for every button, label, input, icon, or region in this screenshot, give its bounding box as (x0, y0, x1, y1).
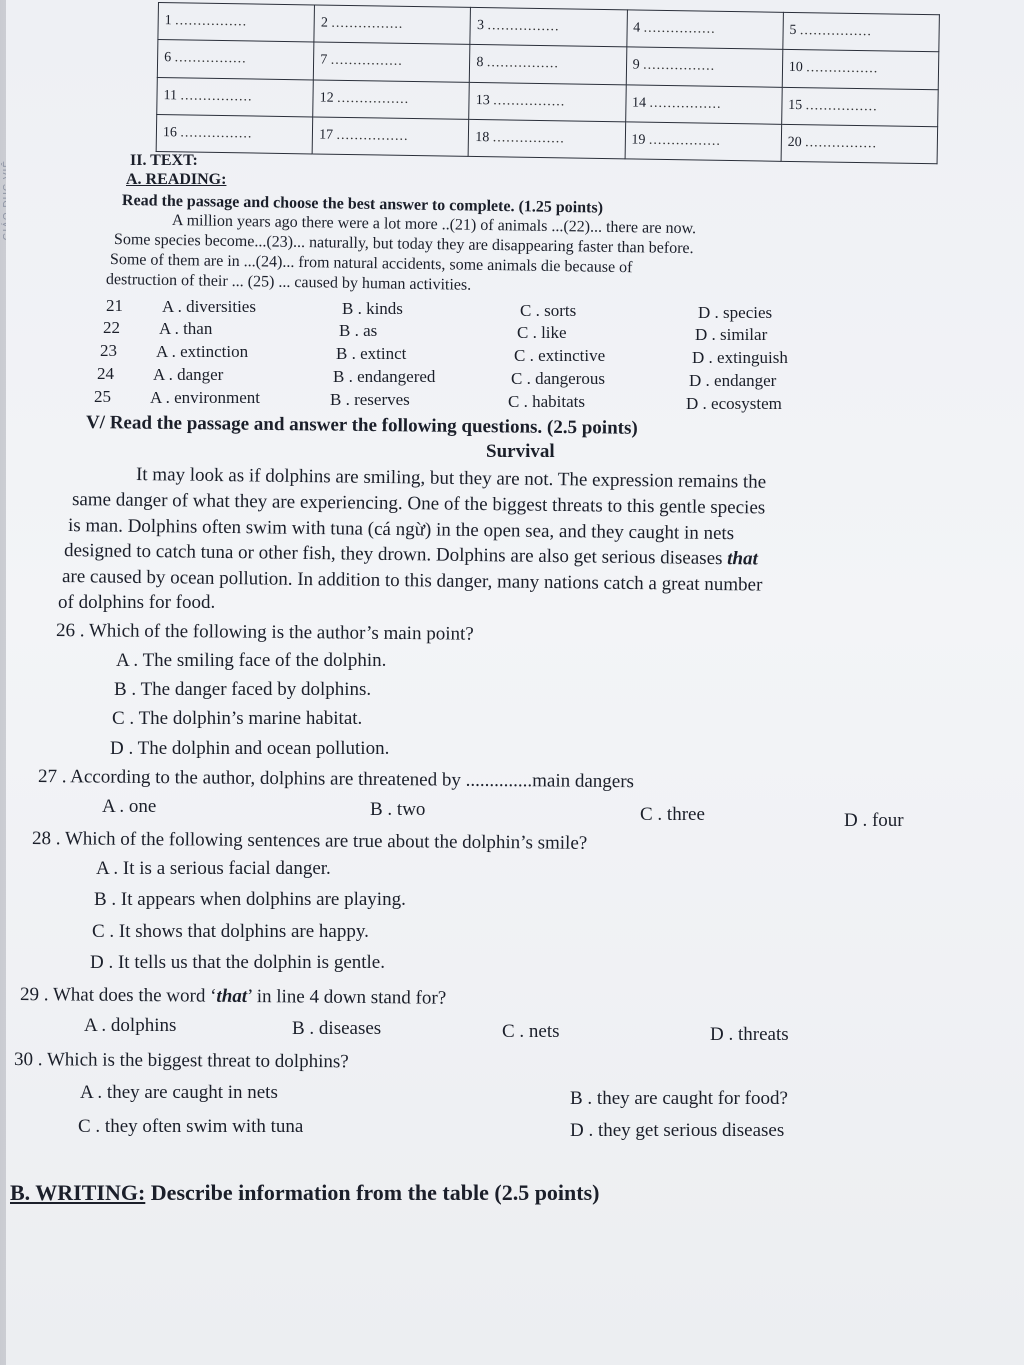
q28-option-a: A . It is a serious facial danger. (96, 858, 331, 879)
q30-option-c: C . they often swim with tuna (78, 1116, 304, 1137)
q28-option-c: C . It shows that dolphins are happy. (92, 921, 369, 942)
passage2-title: Survival (486, 441, 555, 462)
answer-cell-number: 17 (319, 127, 334, 143)
cloze-option-b: B . as (339, 320, 378, 340)
cloze-question-number: 22 (103, 318, 120, 337)
answer-blank: ................ (648, 132, 722, 149)
answer-cell (783, 12, 940, 52)
passage2-instruction: V/ Read the passage and answer the following questions. (2.5 points) (85, 412, 638, 439)
q29-option-a: A . dolphins (84, 1015, 177, 1036)
writing-section (10, 1180, 600, 1206)
answer-cell-number: 1 (164, 13, 172, 29)
cloze-option-b: B . extinct (336, 343, 407, 363)
q30-option-a: A . they are caught in nets (80, 1082, 278, 1103)
answer-cell-number: 10 (788, 60, 803, 76)
answer-blank: ................ (331, 15, 404, 32)
q27-option-c: C . three (640, 804, 705, 825)
q27-option-d: D . four (844, 810, 904, 831)
answer-table (156, 2, 940, 164)
cloze-option-c: C . extinctive (514, 345, 606, 365)
answer-cell-number: 3 (476, 18, 485, 34)
passage2-line-3: is man. Dolphins often swim with tuna (cá ngừ) in the open sea, and they caught in nets (67, 515, 735, 545)
q29-stem-word: that (216, 985, 248, 1007)
answer-cell (312, 117, 469, 157)
cloze-line-3: Some of them are in ...(24)... from natural accidents, some animals die because of (109, 251, 633, 277)
cloze-option-b: B . endangered (333, 366, 436, 386)
cloze-question-number: 23 (100, 341, 117, 360)
q29-option-b: B . diseases (292, 1018, 382, 1039)
cloze-option-a: A . diversities (162, 296, 256, 316)
answer-cell (781, 87, 938, 127)
cloze-line-2: Some species become...(23)... naturally, but today they are disappearing faster than before. (113, 231, 694, 258)
answer-blank: ................ (492, 130, 565, 147)
answer-blank: ................ (805, 97, 878, 114)
answer-blank: ................ (180, 87, 253, 105)
q26-option-a: A . The smiling face of the dolphin. (116, 650, 387, 671)
q30-stem: 30 . Which is the biggest threat to dolphins? (13, 1049, 349, 1073)
q29-option-d: D . threats (710, 1024, 789, 1045)
answer-blank: ................ (174, 50, 247, 67)
passage2-line-4 (64, 540, 758, 570)
answer-cell (781, 124, 938, 164)
answer-cell (470, 7, 627, 47)
cloze-option-d: D . species (698, 303, 773, 323)
answer-cell-number: 15 (788, 97, 803, 113)
answer-blank: ................ (337, 90, 410, 107)
answer-cell-number: 5 (789, 23, 797, 39)
q28-stem: 28 . Which of the following sentences are true about the dolphin’s smile? (31, 828, 588, 854)
cloze-question-number: 25 (94, 387, 111, 406)
cloze-option-d: D . similar (695, 325, 768, 345)
answer-cell-number: 14 (631, 95, 647, 111)
q29-stem (20, 984, 446, 1010)
cloze-option-a: A . danger (153, 364, 224, 384)
answer-cell (626, 47, 783, 87)
answer-cell (626, 10, 783, 50)
cloze-option-d: D . endanger (689, 371, 777, 391)
answer-cell-number: 12 (319, 90, 334, 106)
answer-cell-number: 8 (476, 55, 484, 71)
cloze-option-a: A . environment (150, 387, 261, 407)
reading-heading: A. READING: (126, 171, 227, 188)
q27-option-a: A . one (102, 796, 157, 817)
answer-cell (625, 84, 782, 124)
q29-option-c: C . nets (502, 1021, 560, 1042)
passage2-line-1: It may look as if dolphins are smiling, but they are not. The expression remains the (135, 464, 767, 493)
q29-stem-after: ’ in line 4 down stand for? (246, 985, 447, 1009)
answer-cell (469, 82, 626, 122)
q30-option-b: B . they are caught for food? (570, 1088, 788, 1109)
answer-cell-number: 2 (320, 15, 328, 31)
answer-cell-number: 16 (162, 124, 178, 141)
answer-blank: ................ (330, 53, 403, 70)
cloze-option-c: C . sorts (520, 300, 577, 320)
cloze-option-b: B . kinds (342, 298, 403, 318)
answer-cell-number: 11 (163, 87, 178, 103)
q28-option-d: D . It tells us that the dolphin is gentle. (90, 952, 385, 973)
answer-blank: ................ (643, 58, 716, 75)
answer-blank: ................ (806, 60, 879, 77)
answer-cell-number: 13 (475, 92, 490, 108)
answer-cell (313, 42, 470, 82)
answer-blank: ................ (175, 13, 248, 30)
q26-option-c: C . The dolphin’s marine habitat. (112, 708, 363, 729)
answer-cell-number: 4 (633, 20, 641, 36)
answer-cell-number: 19 (631, 132, 646, 148)
answer-blank: ................ (643, 20, 716, 37)
answer-blank: ................ (486, 55, 560, 72)
q27-stem: 27 . According to the author, dolphins are threatened by ..............main dangers (37, 766, 635, 793)
cloze-option-c: C . habitats (508, 391, 585, 411)
cloze-option-d: D . extinguish (692, 348, 788, 368)
answer-blank: ................ (180, 125, 253, 142)
answer-cell (158, 3, 315, 43)
passage2-line-2: same danger of what they are experiencing. One of the biggest threats to this gentle species (71, 489, 766, 519)
writing-instruction: Describe information from the table (2.5 points) (145, 1180, 600, 1205)
cloze-option-c: C . like (517, 322, 567, 342)
answer-cell (468, 119, 625, 159)
answer-cell (625, 122, 782, 162)
answer-blank: ................ (805, 135, 878, 152)
answer-cell (470, 45, 627, 85)
q28-option-b: B . It appears when dolphins are playing. (94, 889, 406, 910)
q26-option-d: D . The dolphin and ocean pollution. (110, 738, 390, 759)
q30-option-d: D . they get serious diseases (570, 1120, 785, 1141)
cloze-option-a: A . extinction (156, 341, 249, 361)
answer-cell-number: 6 (164, 50, 172, 66)
worksheet-page (6, 0, 1024, 1365)
q27-option-b: B . two (370, 799, 426, 820)
answer-blank: ................ (799, 23, 872, 40)
cloze-option-b: B . reserves (330, 389, 410, 409)
answer-blank: ................ (487, 18, 560, 35)
answer-cell-number: 9 (632, 57, 640, 73)
cloze-option-d: D . ecosystem (686, 394, 782, 414)
answer-cell (156, 114, 313, 154)
q29-stem-before: 29 . What does the word ‘ (19, 984, 217, 1007)
cloze-question-number: 24 (97, 364, 114, 383)
answer-cell-number: 18 (475, 129, 490, 146)
reading-instruction: Read the passage and choose the best answer to complete. (1.25 points) (121, 192, 604, 217)
answer-cell-number: 20 (787, 134, 802, 151)
cloze-line-4: destruction of their ... (25) ... caused by human activities. (105, 271, 472, 294)
q26-stem: 26 . Which of the following is the author’s main point? (55, 620, 474, 645)
q26-option-b: B . The danger faced by dolphins. (114, 679, 372, 700)
passage2-word-that: that (727, 548, 758, 570)
answer-blank: ................ (649, 95, 722, 112)
answer-cell (157, 77, 314, 117)
passage2-line-5: are caused by ocean pollution. In addition to this danger, many nations catch a great number (61, 566, 763, 596)
passage2-line-6: of dolphins for food. (58, 592, 216, 613)
passage2-line-4-text: designed to catch tuna or other fish, they drown. Dolphins are also get serious diseases (63, 540, 723, 570)
cloze-option-a: A . than (159, 318, 213, 338)
answer-cell (314, 5, 471, 45)
writing-heading: B. WRITING: (10, 1180, 146, 1205)
section-heading: II. TEXT: (130, 152, 198, 169)
cloze-option-c: C . dangerous (511, 368, 605, 388)
answer-cell (157, 40, 314, 80)
answer-cell-number: 7 (320, 52, 328, 69)
cloze-question-number: 21 (106, 296, 123, 315)
answer-cell (782, 50, 939, 90)
answer-cell (313, 79, 470, 119)
cloze-line-1: A million years ago there were a lot more ..(21) of animals ...(22)... there are now. (171, 212, 697, 238)
answer-blank: ................ (336, 127, 409, 144)
answer-blank: ................ (493, 92, 566, 110)
